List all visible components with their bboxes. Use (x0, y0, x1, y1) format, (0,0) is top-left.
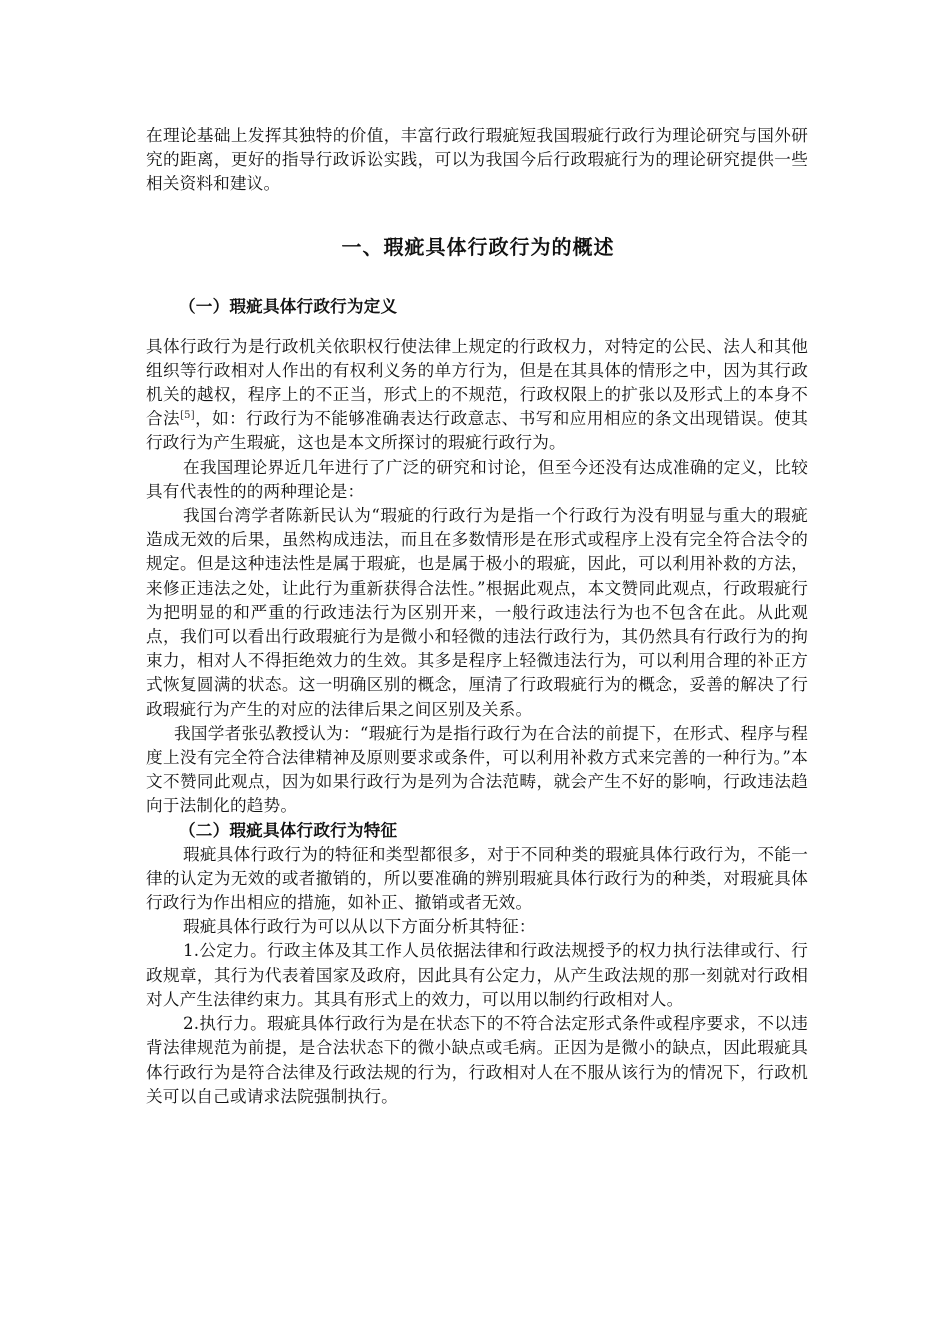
definition-paragraph (146, 335, 808, 456)
features-lead-paragraph: 瑕疵具体行政行为可以从以下方面分析其特征： (183, 917, 536, 937)
definition-text-a: 具体行政行为是行政机关依职权行使法律上规定的行政权力，对特定的公民、法人和其他组织等行政相对人作出的有权利义务的单方行为，但是在其具体的情形之中，因为其行政机关的越权，程序上的不正当，形式上的不规范，行政权限上的扩张以及形式上的本身不合法 (146, 336, 808, 429)
intro-paragraph: 在理论基础上发挥其独特的价值，丰富行政行瑕疵短我国瑕疵行政行为理论研究与国外研究的距离，更好的指导行政诉讼实践，可以为我国今后行政瑕疵行为的理论研究提供一些相关资料和建议。 (146, 126, 808, 194)
feature-enforcement-paragraph: 2.执行力。瑕疵具体行政行为是在状态下的不符合法定形式条件或程序要求，不以违背法律规范为前提，是合法状态下的微小缺点或毛病。正因为是微小的缺点，因此瑕疵具体行政行为是符合法律及行政法规的行为，行政相对人在不服从该行为的情况下，行政机关可以自己或请求法院强制执行。 (146, 1014, 808, 1106)
subsection-title-features: （二）瑕疵具体行政行为特征 (179, 820, 398, 840)
zhang-hong-paragraph: 我国学者张弘教授认为：“瑕疵行为是指行政行为在合法的前提下，在形式、程序与程度上没有完全符合法律精神及原则要求或条件，可以利用补救方式来完善的一种行为。”本文不赞同此观点，因为如果行政行为是列为合法范畴，就会产生不好的影响，行政违法趋向于法制化的趋势。 (146, 723, 808, 816)
chen-xinmin-paragraph: 我国台湾学者陈新民认为“瑕疵的行政行为是指一个行政行为没有明显与重大的瑕疵造成无效的后果，虽然构成违法，而且在多数情形是在形式或程序上没有完全符合法令的规定。但是这种违法性是属于瑕疵，也是属于极小的瑕疵，因此，可以利用补救的方法，来修正违法之处，让此行为重新获得合法性。”根据此观点，本文赞同此观点，行政瑕疵行为把明显的和严重的行政违法行为区别开来，一般行政违法行为也不包含在此。从此观点，我们可以看出行政瑕疵行为是微小和轻微的违法行政行为，其仍然具有行政行为的拘束力，相对人不得拒绝效力的生效。其多是程序上轻微违法行为，可以利用合理的补正方式恢复圆满的状态。这一明确区别的概念，厘清了行政瑕疵行为的概念，妥善的解决了行政瑕疵行为产生的对应的法律后果之间区别及关系。 (146, 506, 808, 719)
citation-ref: [5] (180, 410, 195, 422)
section-title: 一、瑕疵具体行政行为的概述 (341, 234, 615, 259)
subsection-title-definition: （一）瑕疵具体行政行为定义 (179, 296, 398, 316)
document-page (146, 124, 808, 1109)
theory-intro-paragraph: 在我国理论界近几年进行了广泛的研究和讨论，但至今还没有达成准确的定义，比较具有代表性的的两种理论是： (146, 457, 808, 501)
features-intro-paragraph: 瑕疵具体行政行为的特征和类型都很多，对于不同种类的瑕疵具体行政行为，不能一律的认定为无效的或者撤销的，所以要准确的辨别瑕疵具体行政行为的种类，对瑕疵具体行政行为作出相应的措施，如补正、撤销或者无效。 (146, 844, 808, 913)
definition-text-b: ，如：行政行为不能够准确表达行政意志、书写和应用相应的条文出现错误。使其行政行为产生瑕疵，这也是本文所探讨的瑕疵行政行为。 (146, 409, 809, 453)
feature-public-force-paragraph: 1.公定力。行政主体及其工作人员依据法律和行政法规授予的权力执行法律或行、行政规章，其行为代表着国家及政府，因此具有公定力，从产生政法规的那一刻就对行政相对人产生法律约束力。其具有形式上的效力，可以用以制约行政相对人。 (146, 941, 808, 1009)
